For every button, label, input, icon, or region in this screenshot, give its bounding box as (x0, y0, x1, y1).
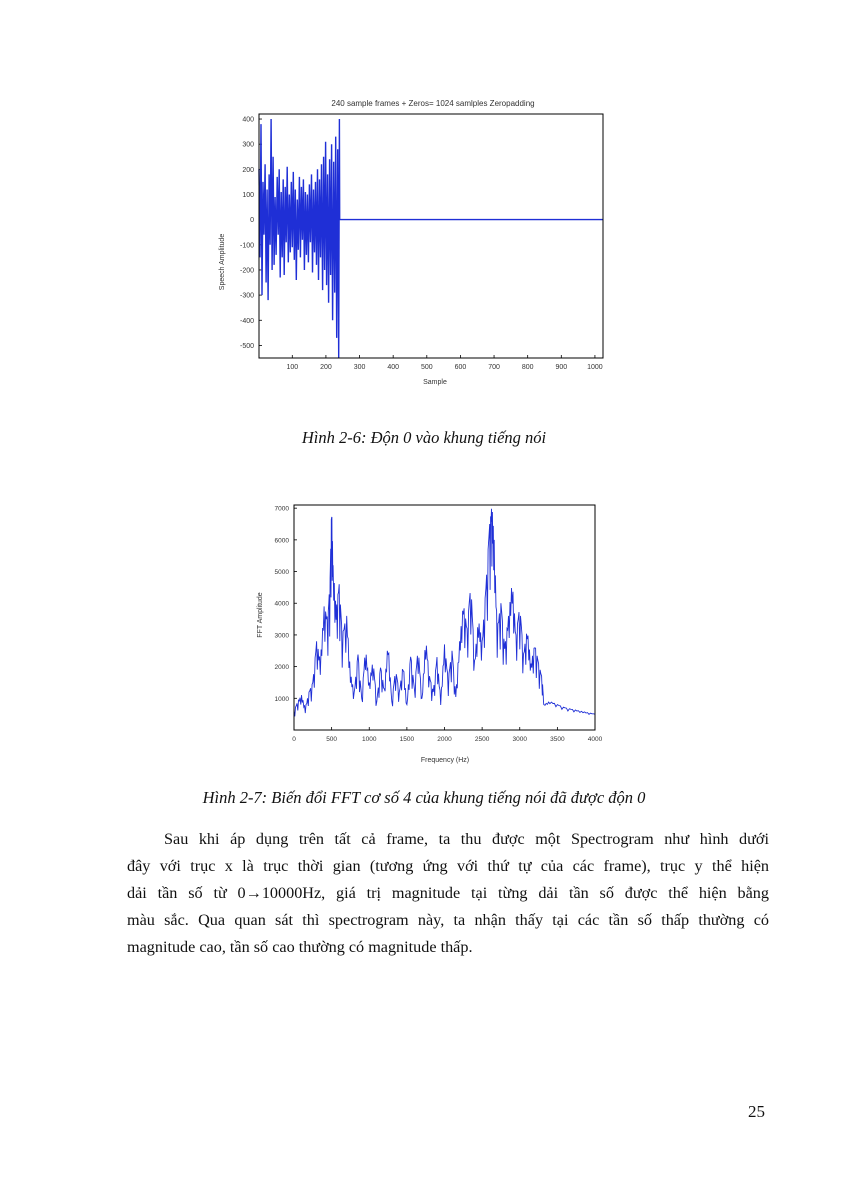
x-tick-label: 0 (292, 736, 296, 743)
chart-title: 240 sample frames + Zeros= 1024 samlples Zeropadding (331, 99, 535, 108)
y-tick-label: 100 (242, 191, 254, 199)
paragraph-line: màu sắc. Qua quan sát thì spectrogram này, ta nhận thấy tại các tần số thấp thường có (127, 911, 769, 929)
paragraph-line: magnitude cao, tần số cao thường có magnitude thấp. (127, 938, 473, 956)
x-tick-label: 500 (420, 364, 433, 371)
x-tick-label: 800 (521, 364, 534, 371)
page-number: 25 (748, 1102, 765, 1121)
y-tick-label: 6000 (274, 537, 289, 545)
y-tick-label: -400 (239, 317, 254, 325)
y-tick-label: 300 (242, 141, 254, 149)
x-tick-label: 700 (488, 364, 500, 371)
x-tick-label: 300 (353, 364, 366, 371)
x-tick-label: 100 (286, 364, 299, 371)
x-tick-label: 1000 (362, 736, 377, 743)
x-axis-label: Sample (423, 379, 447, 386)
y-tick-label: 4000 (274, 600, 289, 608)
series-line (259, 119, 603, 358)
y-tick-label: 200 (242, 166, 254, 174)
x-tick-label: 400 (387, 364, 400, 371)
x-tick-label: 2000 (437, 736, 452, 743)
y-tick-label: 0 (250, 217, 254, 225)
x-tick-label: 900 (555, 364, 568, 371)
x-tick-label: 600 (454, 364, 467, 371)
y-tick-label: -200 (239, 267, 254, 275)
series-line (294, 509, 595, 717)
x-tick-label: 3000 (512, 736, 527, 743)
x-tick-label: 1500 (399, 736, 415, 743)
x-axis-label: Frequency (Hz) (420, 757, 470, 764)
figure-zero-padding-chart (213, 92, 623, 392)
x-tick-label: 1000 (587, 364, 603, 371)
y-tick-label: -300 (239, 292, 254, 300)
paragraph-line: đây với trục x là trục thời gian (tương ứng với thứ tự của các frame), trục y thể hiện (127, 857, 769, 875)
y-tick-label: 1000 (274, 695, 289, 703)
figure-fft-chart (250, 497, 610, 769)
x-tick-label: 2500 (474, 736, 490, 743)
y-tick-label: -500 (239, 342, 254, 350)
y-tick-label: 2000 (274, 664, 289, 672)
y-tick-label: 3000 (274, 632, 289, 640)
y-axis-label: FFT Amplitude (257, 592, 264, 638)
x-tick-label: 4000 (587, 736, 603, 743)
y-axis-label: Speech Amplitude (219, 233, 226, 291)
paragraph-line: Sau khi áp dụng trên tất cả frame, ta thu được một Spectrogram như hình dưới (164, 830, 769, 848)
y-tick-label: 5000 (274, 569, 289, 577)
figure-1-caption: Hình 2-6: Độn 0 vào khung tiếng nói (301, 428, 547, 447)
y-tick-label: 400 (242, 116, 254, 124)
y-tick-label: -100 (239, 242, 254, 250)
figure-2-caption: Hình 2-7: Biến đổi FFT cơ số 4 của khung tiếng nói đã được độn 0 (202, 788, 646, 807)
x-tick-label: 3500 (550, 736, 565, 743)
y-tick-label: 7000 (274, 505, 289, 513)
body-paragraph (127, 826, 769, 961)
paragraph-line: dải tần số từ 0→10000Hz, giá trị magnitude tại từng dải tần số được thể hiện bằng (127, 884, 769, 902)
x-tick-label: 500 (326, 736, 338, 743)
x-tick-label: 200 (320, 364, 332, 371)
